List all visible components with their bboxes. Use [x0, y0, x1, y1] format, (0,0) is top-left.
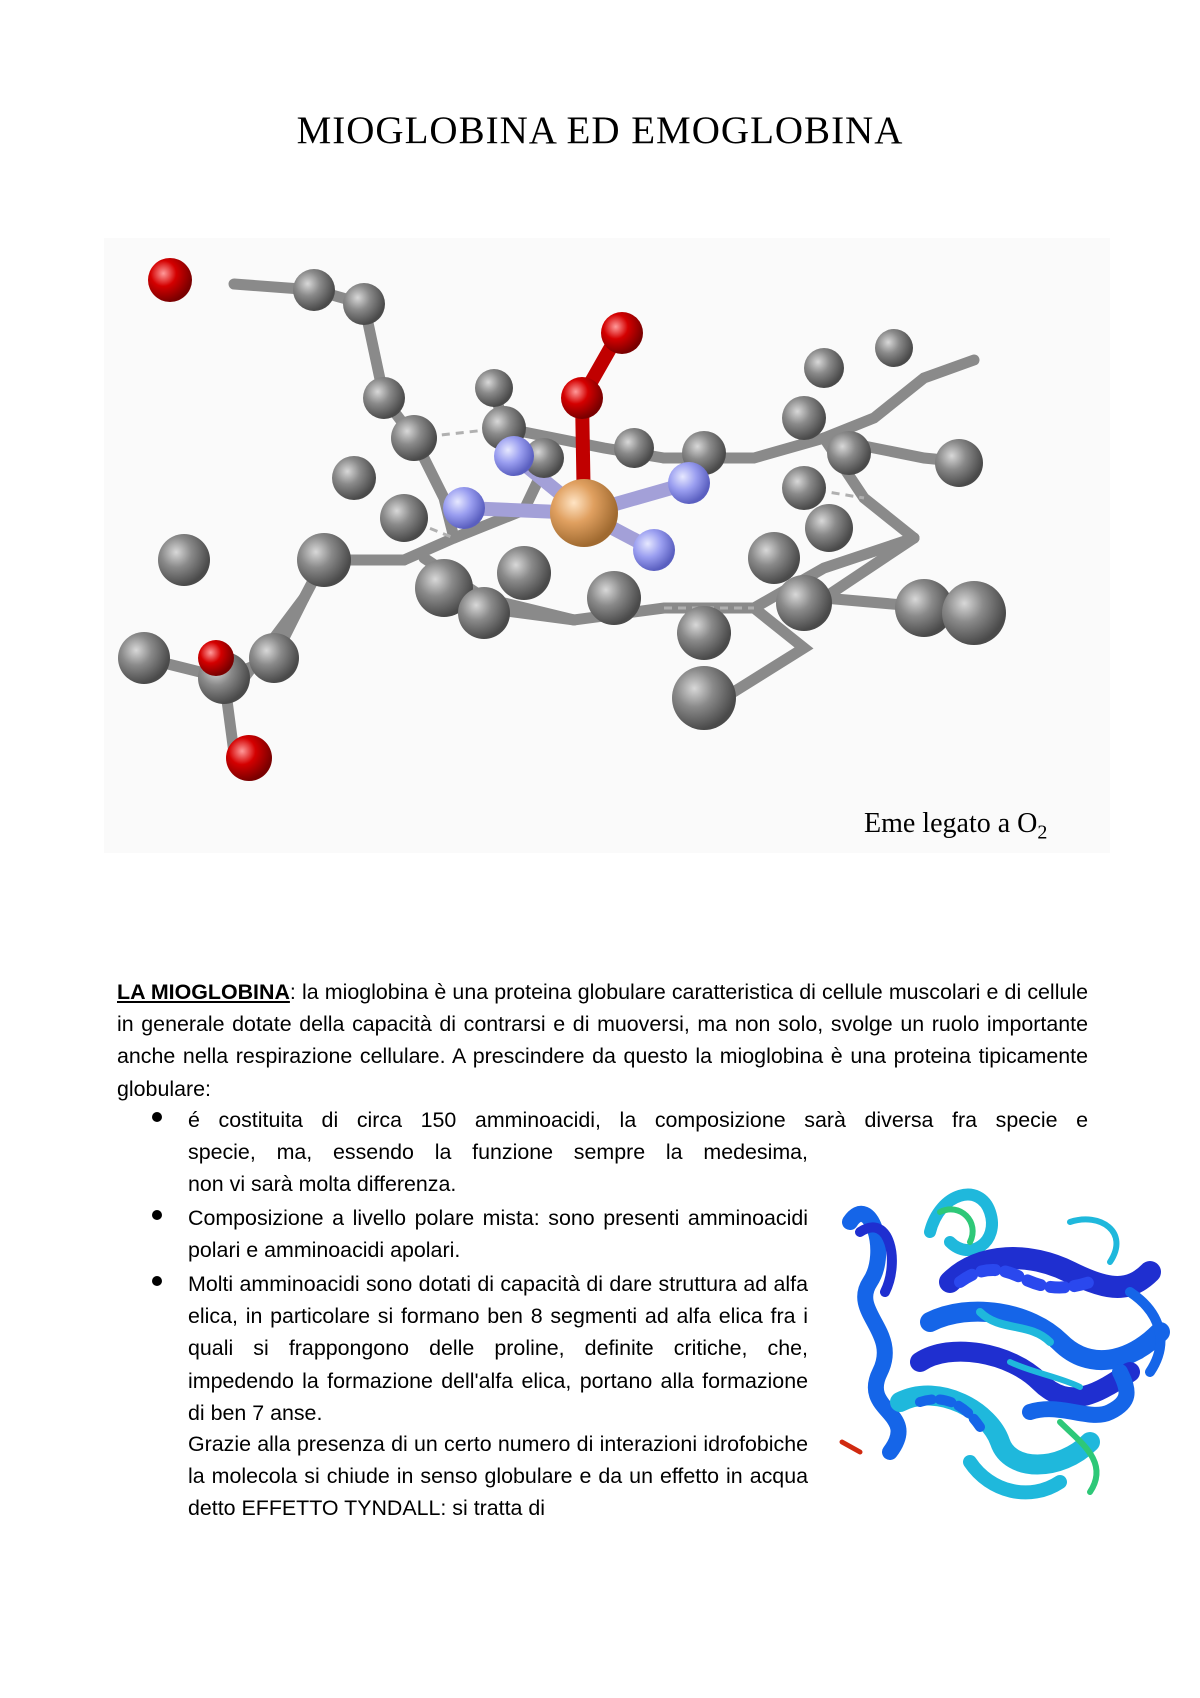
caption-main: Eme legato a O — [864, 808, 1038, 839]
bullet-marker — [147, 1270, 169, 1292]
bullet-item-3: Molti amminoacidi sono dotati di capacità di dare struttura ad alfa elica, in particolare si formano ben 8 segmenti ad alfa elica fra i quali si frappongono delle proline, definite critiche, che, impedendo la formazione dell'alfa elica, portano alla formazione di ben 7 anse. — [188, 1272, 808, 1425]
myoglobin-ribbon-figure — [830, 1172, 1190, 1532]
intro-heading: LA MIOGLOBINA — [117, 980, 290, 1004]
intro-body: : la mioglobina è una proteina globulare caratteristica di cellule muscolari e di cellule in generale dotate della capacità di contrarsi e di muoversi, ma non solo, svolge un ruolo importante anche nella respirazione cellulare. A prescindere da questo la mioglobina è una proteina tipicamente globulare: — [117, 980, 1088, 1101]
bullet-item-1-line3: non vi sarà molta differenza. — [188, 1172, 457, 1196]
heme-molecule-illustration — [104, 238, 1110, 853]
caption-subscript: 2 — [1037, 821, 1048, 844]
heme-figure-caption — [864, 808, 1047, 845]
bullet-marker — [147, 1204, 169, 1226]
bullet-item-1-line2: specie, ma, essendo la funzione sempre la medesima, — [188, 1140, 808, 1164]
bullet-item-2: Composizione a livello polare mista: sono presenti amminoacidi polari e amminoacidi apolari. — [188, 1206, 808, 1263]
intro-paragraph — [117, 976, 1088, 1105]
bullet-marker — [147, 1106, 169, 1128]
myoglobin-ribbon-illustration — [830, 1172, 1190, 1532]
bullet-continuation-paragraph: Grazie alla presenza di un certo numero di interazioni idrofobiche la molecola si chiude in senso globulare e da un effetto in acqua detto EFFETTO TYNDALL: si tratta di — [188, 1432, 808, 1521]
heme-o2-figure — [104, 238, 1110, 853]
page-title: MIOGLOBINA ED EMOGLOBINA — [296, 109, 904, 152]
bullet-item-1-line1: é costituita di circa 150 amminoacidi, la composizione sarà diversa fra specie e — [188, 1108, 1088, 1132]
